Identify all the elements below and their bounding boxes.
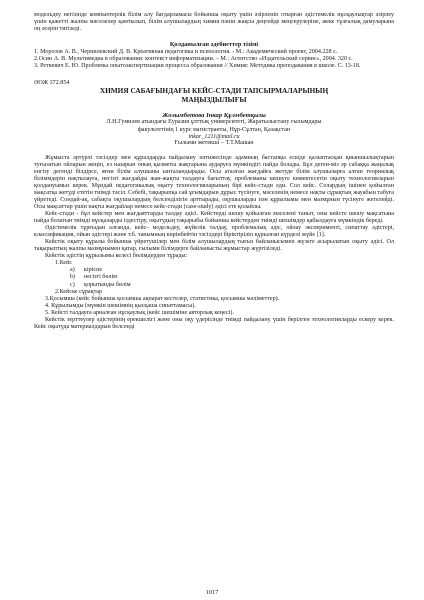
body-paragraph: Кейстік оқыту құралы бойынша үйретушілер мен білім алушылардың тығыз байланысымен жүзеге асырылатын оқыту әдісі. Ол тақырыптың жалпы мазмұнымен қатар, ғылыми білімдерге байланысты жұмыстар жүргізіледі. xyxy=(34,239,394,253)
udc-code: ӘОЖ 372.854 xyxy=(34,80,70,87)
body-paragraph: Жұмыста әртүрлі тәсілдер мен құралдарды пайдалану нәтижесінде адамның бастапқы ескіде қалыптасқан қиыншылықтарын туғызатын ойларын жеңіп, ез назарын оның қызметы жақтарына аударуға мүмкіндігі пайда болады. Бұл деген-міз әр сабаққа жаңалық енгізу дегенді білдірсе, яғни білім алушыны ынталандырады. Осы аталған жағдайға жетуде білім алушыларға алған теориялық біліммдерін нақтылауға, негізгі жағдайды жан-жақты талдауға бағыттау, проблеманы шешуге көмектесетін оқыту технологияларын қолдануымыз керек. Мұндай педагогикалық оқыту технологияларының бірі кейс-стади еди. Сол кейс. Солардың ішінен қойылған мақсатқа жетуді ететін тиімді тәсіл. Себебі, тақырыпқа сай ұғымдарын дұрыс түсінуге, мәселенің немесе нақты сұрақтың жауабын табуға үйретеді. Сондай-ақ, сабақта оқушылардың белсенділігін арттырады, оқушыларды пән құрылымы мен мазмұнын түсінуге жетелейді. Осы мақсаттар үшін нақты жағдайлар немесе кейс-стади (case-study) әдісі ете қолайлы. xyxy=(34,154,394,210)
list-item: 3.Қосымша (кейс бойынша қосымша ақпарат кестелер, статистика, қосымша мәліметтер). xyxy=(45,295,280,302)
list-item-text: негізгі бөлім xyxy=(84,274,118,281)
list-marker: c) xyxy=(70,281,75,288)
author-affiliation xyxy=(34,119,394,133)
reference-item: 2.Осин А. В. Мультимедиа в образовании: контекст информатизации. – М.: Агентство «Издательский сервис», 2004. 320 с. xyxy=(34,56,353,63)
reference-item: 3. Ретвевич Е. Ю. Проблемы опытоэкспертизации процесса образования // Химия: Методика преподавания в школе. С. 13-18. xyxy=(34,63,361,70)
affiliation-line: Л.Н.Гумилев атындағы Еуразия ұлттық университеті, Жаратылыстану ғылымдары xyxy=(106,119,322,126)
list-marker: b) xyxy=(70,274,76,281)
body-paragraph: Әдістемелік тұрғыдан алғанда, кейс- модельдеу, жүйелік талдау, проблемалық әдіс, ойлау эксперименті, сипаттау әдістері, классификация, ойын әдістері және т.б. танымның көрінбейтін тәсілдері біріктіріліп құрылған күрделі жүйе [1]. xyxy=(34,225,394,239)
body-paragraph: Кейстік зерттеулер әдістерінің ерекшелігі және оны оқу үдерісінде тиімді пайдалану үшін берілген технологияларды ескеру керек. Кейс оқытуда материалдарын белсенді xyxy=(34,316,394,330)
list-item xyxy=(34,282,394,289)
list-marker: a) xyxy=(70,267,75,274)
affiliation-line: факультетінің 1 курс магистранты, Нұр-Сұлтан, Қазақстан xyxy=(137,126,291,133)
list-item xyxy=(34,274,394,281)
list-item: 5. Кейсті талдауға арналған нұсқаулық (кейс шешіміне авторлық кеңесі). xyxy=(45,309,234,316)
document-page xyxy=(34,12,394,331)
author-name: Жолымбетова Інкар Құлмбетқызы xyxy=(162,112,266,120)
page-number: 1017 xyxy=(205,589,219,596)
list-item: 4. Кұрылымды (мүмкін шешімнің қысқаша сипаттамасы). xyxy=(45,302,196,309)
article-title xyxy=(34,87,394,104)
body-paragraph: Кейстік әдістің құрылымы келесі бөлімдерден тұрады: xyxy=(45,253,188,260)
body-paragraph: Кейс-стади - бұл кейстер мен жағдаяттарды талдау әдісі. Кейстерді шешу қойылған мәселені таныт, оны кейсте шешу мақсатына пайда болатын тиімді нұсқаларды іздестіру, оқытудың тақырыбы бойынша кейстерден тиімді шешімдер қабылдауға мүмкіндік береді. xyxy=(34,211,394,225)
author-email: inkar_1211@mail.ru xyxy=(188,133,240,140)
references-title: Қолданылған әдебиеттер тізімі xyxy=(169,41,259,49)
reference-item: 1. Морозов А. В., Чернилевский Д. В. Креативная педагогика и психология. - М.: Академический проект, 2004.228 с. xyxy=(34,49,338,56)
supervisor: Ғылыми жетекші – Т.Т.Машан xyxy=(174,139,254,146)
list-item-text: кіріспе xyxy=(84,267,103,274)
article-title-line: МАҢЫЗДЫЛЫҒЫ xyxy=(181,94,247,104)
list-item-text: қорытынды бөлім xyxy=(84,281,131,288)
intro-paragraph: модельдеу негізінде компьютерлік білім алу бағдарламасы бойынша оқыту үшін әзірленіп отырған әдістемелік нұсқаулықтар әзірлеу үшін қажетті жалпы мәселелер қамтылып, білім алушылардың химия пәнін жақсы деңгейде меңгерулеріне, жеке тұлғалық дамуларына оң әсерін тигізеді. xyxy=(34,12,394,33)
list-item: 2.Кейске сұрақтар xyxy=(55,288,103,295)
list-item: 1.Кейс xyxy=(55,260,73,267)
article-title-line: ХИМИЯ САБАҒЫНДАҒЫ КЕЙС-СТАДИ ТАПСЫРМАЛАРЫНЫҢ xyxy=(99,86,329,96)
